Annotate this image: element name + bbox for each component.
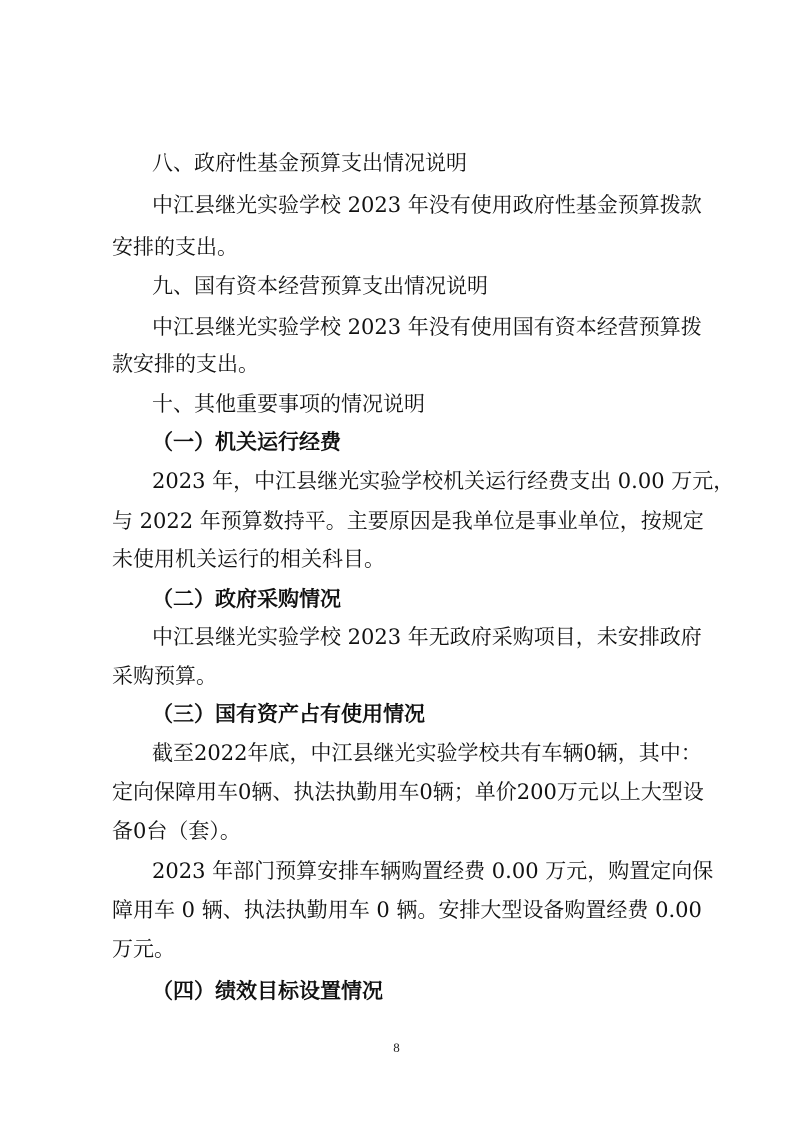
subsection-2-para-line-1: 中江县继光实验学校 2023 年无政府采购项目，未安排政府 — [152, 625, 702, 649]
subsection-1-para-line-1: 2023 年，中江县继光实验学校机关运行经费支出 0.00 万元， — [152, 469, 735, 493]
section-8-para-line-1: 中江县继光实验学校 2023 年没有使用政府性基金预算拨款 — [152, 193, 702, 217]
subsection-3-heading: （三）国有资产占有使用情况 — [152, 702, 425, 726]
section-9-para-line-2: 款安排的支出。 — [112, 352, 259, 376]
subsection-3-para2-line-2: 障用车 0 辆、执法执勤用车 0 辆。安排大型设备购置经费 0.00 — [112, 898, 702, 922]
subsection-3-para2-line-3: 万元。 — [112, 937, 175, 961]
subsection-3-para1-line-2: 定向保障用车0辆、执法执勤用车0辆；单价200万元以上大型设 — [112, 780, 704, 804]
subsection-1-para-line-3: 未使用机关运行的相关科目。 — [112, 547, 385, 571]
section-9-para-line-1: 中江县继光实验学校 2023 年没有使用国有资本经营预算拨 — [152, 315, 702, 339]
subsection-1-heading: （一）机关运行经费 — [152, 430, 341, 454]
subsection-2-para-line-2: 采购预算。 — [112, 664, 217, 688]
page-number: 8 — [393, 1040, 400, 1055]
subsection-2-heading: （二）政府采购情况 — [152, 587, 341, 611]
section-8-heading: 八、政府性基金预算支出情况说明 — [152, 151, 467, 175]
subsection-4-heading: （四）绩效目标设置情况 — [152, 979, 383, 1003]
section-8-para-line-2: 安排的支出。 — [112, 235, 238, 259]
subsection-3-para1-line-1: 截至2022年底，中江县继光实验学校共有车辆0辆，其中： — [152, 741, 702, 765]
section-9-heading: 九、国有资本经营预算支出情况说明 — [152, 274, 488, 298]
subsection-3-para2-line-1: 2023 年部门预算安排车辆购置经费 0.00 万元，购置定向保 — [152, 859, 714, 883]
section-10-heading: 十、其他重要事项的情况说明 — [152, 392, 425, 416]
subsection-1-para-line-2: 与 2022 年预算数持平。主要原因是我单位是事业单位，按规定 — [112, 509, 704, 533]
subsection-3-para1-line-3: 备0台（套）。 — [112, 819, 241, 843]
